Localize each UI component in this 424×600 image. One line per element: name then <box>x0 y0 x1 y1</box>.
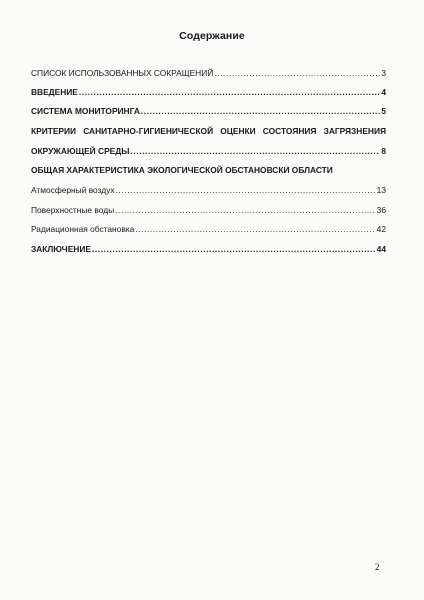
toc-entry-page: 8 <box>381 146 386 156</box>
toc-entry-label: ВВЕДЕНИЕ <box>31 87 78 97</box>
toc-entry-monitoring-system <box>31 106 386 116</box>
toc-entry-label: Поверхностные воды <box>31 205 115 215</box>
toc-leader-dots <box>79 87 380 97</box>
toc-entry-page: 36 <box>376 205 386 215</box>
toc-entry-criteria <box>31 126 386 136</box>
toc-entry-page: 42 <box>376 224 386 234</box>
toc-entry-label: ЗАКЛЮЧЕНИЕ <box>31 244 91 254</box>
toc-entry-ecological-situation <box>31 165 386 175</box>
toc-entry-atmospheric-air <box>31 185 386 195</box>
toc-entry-abbreviations <box>31 68 386 78</box>
toc-entry-label: СПИСОК ИСПОЛЬЗОВАННЫХ СОКРАЩЕНИЙ <box>31 68 214 78</box>
toc-leader-dots <box>130 146 380 156</box>
toc-entry-surface-waters <box>31 205 386 215</box>
toc-entry-label: ОБЩАЯ ХАРАКТЕРИСТИКА ЭКОЛОГИЧЕСКОЙ ОБСТАНОВСКИ ОБЛАСТИ <box>31 165 333 175</box>
page-number: 2 <box>375 562 380 572</box>
toc-entry-radiation-situation <box>31 224 386 234</box>
page-title: Содержание <box>179 30 245 42</box>
toc-entry-page: 3 <box>381 68 386 78</box>
toc-leader-dots <box>135 224 375 234</box>
toc-entry-conclusion <box>31 244 386 254</box>
toc-entry-page: 4 <box>381 87 386 97</box>
toc-entry-introduction <box>31 87 386 97</box>
toc-entry-label: Радиационная обстановка <box>31 224 135 234</box>
toc-leader-dots <box>141 106 380 116</box>
toc-entry-label: КРИТЕРИИ САНИТАРНО-ГИГИЕНИЧЕСКОЙ ОЦЕНКИ СОСТОЯНИЯ ЗАГРЯЗНЕНИЯ <box>31 126 386 136</box>
toc-entry-label: СИСТЕМА МОНИТОРИНГА <box>31 106 140 116</box>
toc-entry-label: Атмосферный воздух <box>31 185 115 195</box>
toc-leader-dots <box>116 185 376 195</box>
toc-entry-page: 5 <box>381 106 386 116</box>
toc-entry-label-continued: ОКРУЖАЮЩЕЙ СРЕДЫ <box>31 146 130 156</box>
toc-entry-criteria-continued <box>31 146 386 156</box>
toc-leader-dots <box>92 244 376 254</box>
toc-entry-page: 44 <box>376 244 386 254</box>
toc-leader-dots <box>115 205 376 215</box>
toc-leader-dots <box>214 68 380 78</box>
toc-entry-page: 13 <box>376 185 386 195</box>
